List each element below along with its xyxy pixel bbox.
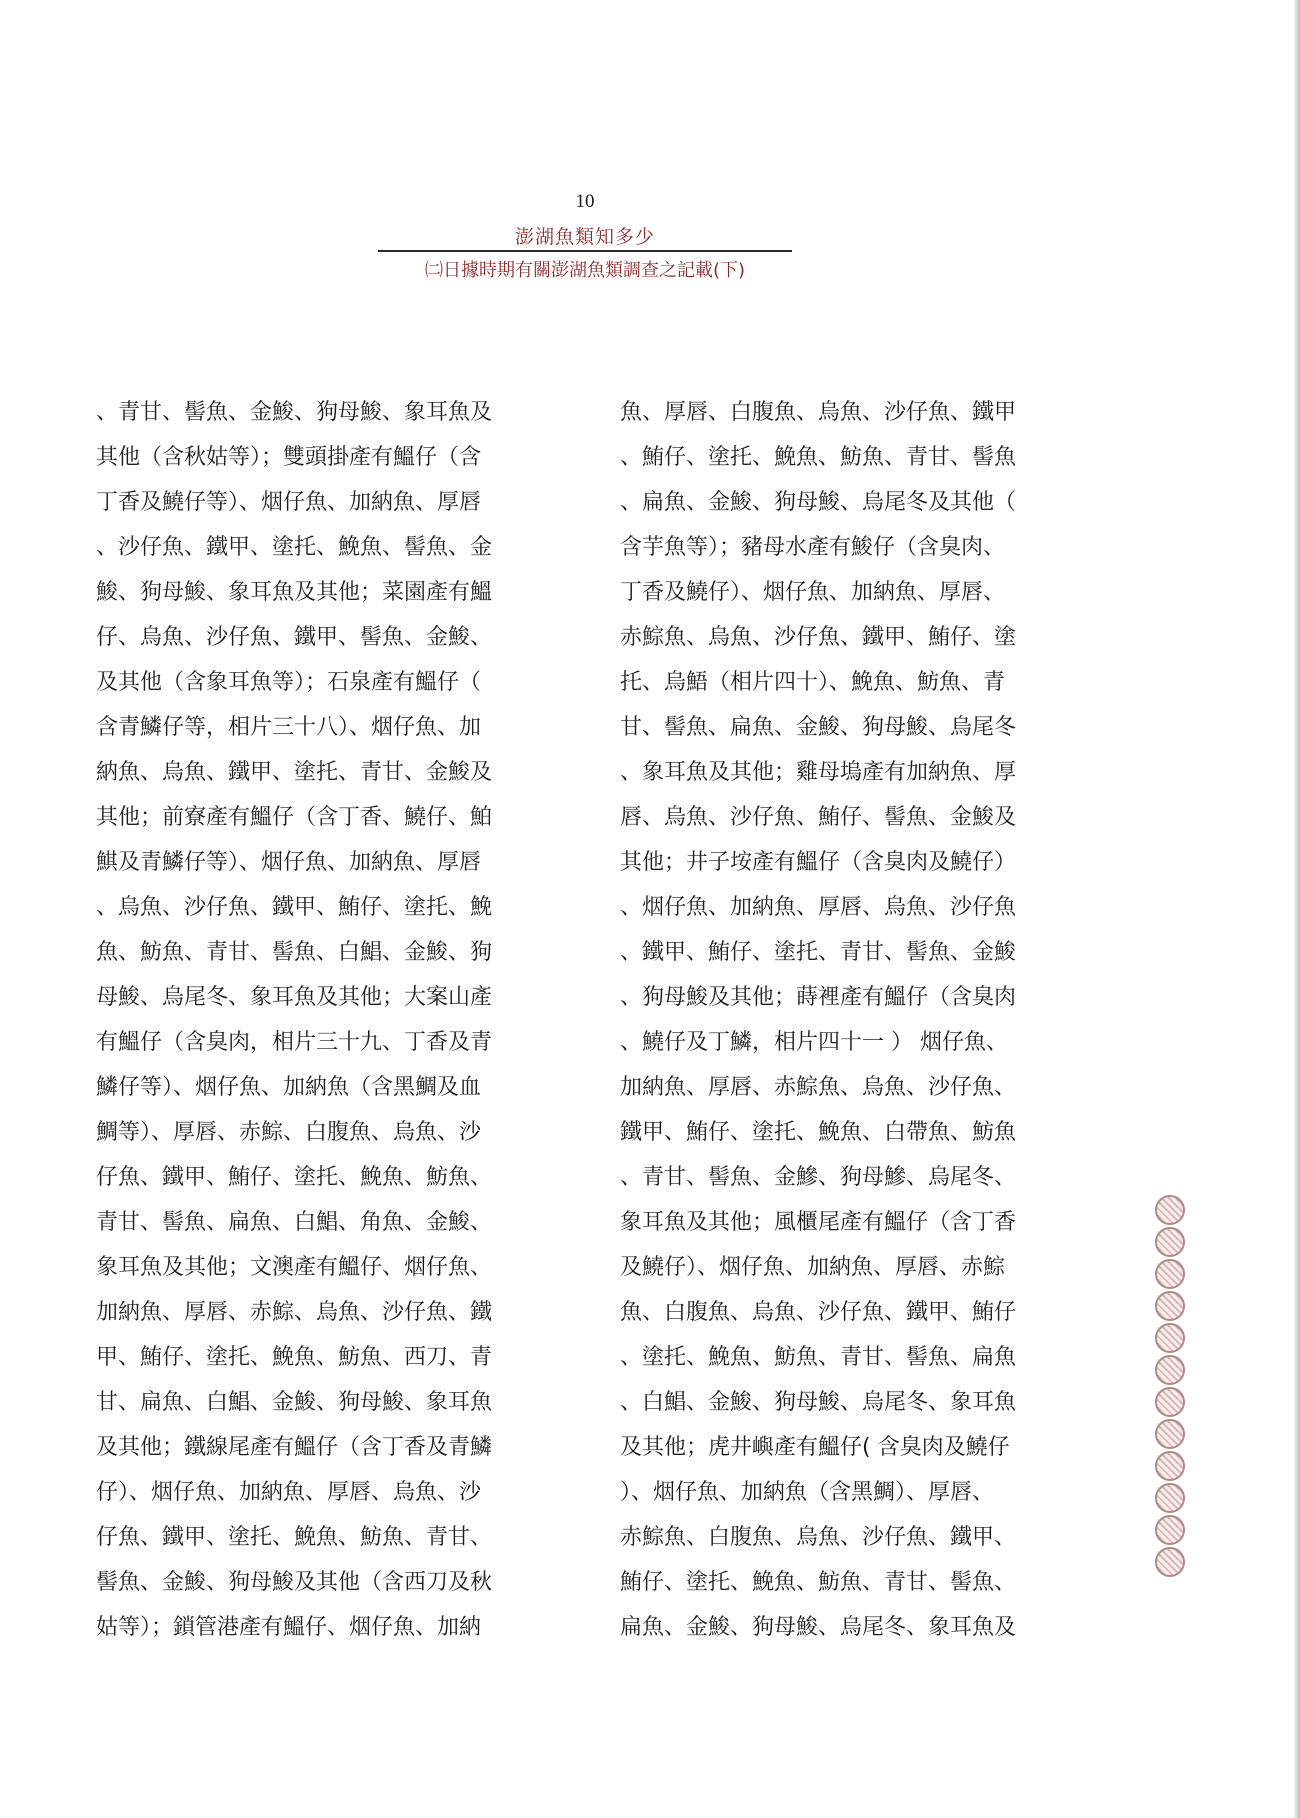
text-line: 甘、扁魚、白鯧、金鮻、狗母鮻、象耳魚 [96, 1390, 493, 1415]
text-line: 、塗托、鮸魚、魴魚、青甘、髻魚、扁魚 [620, 1345, 1017, 1370]
text-line: 仔魚、鐵甲、鮪仔、塗托、鮸魚、魴魚、 [96, 1165, 493, 1190]
decorative-disc-icon [1155, 1291, 1185, 1321]
decorative-disc-icon [1155, 1387, 1185, 1417]
text-line: 、烏魚、沙仔魚、鐵甲、鮪仔、塗托、鮸 [96, 895, 493, 920]
page-edge-shadow [1294, 0, 1300, 1818]
text-line: 赤鯮魚、白腹魚、烏魚、沙仔魚、鐵甲、 [620, 1525, 1017, 1550]
decorative-disc-icon [1155, 1451, 1185, 1481]
text-line: 丁香及鱙仔）、烟仔魚、加納魚、厚唇、 [620, 580, 1006, 605]
text-line: 及鱙仔）、烟仔魚、加納魚、厚唇、赤鯮 [620, 1255, 1006, 1280]
text-line: 鯛等）、厚唇、赤鯮、白腹魚、烏魚、沙 [96, 1120, 482, 1145]
decorative-disc-icon [1155, 1483, 1185, 1513]
text-line: 唇、烏魚、沙仔魚、鮪仔、髻魚、金鮻及 [620, 805, 1017, 830]
header-subtitle: ㈡日據時期有關澎湖魚類調查之記載(下) [424, 260, 746, 281]
text-line: 、青甘、髻魚、金鮻、狗母鮻、象耳魚及 [96, 400, 493, 425]
text-line: 赤鯮魚、烏魚、沙仔魚、鐵甲、鮪仔、塗 [620, 625, 1017, 650]
text-line: 甘、髻魚、扁魚、金鮻、狗母鮻、烏尾冬 [620, 715, 1017, 740]
text-line: 、象耳魚及其他；雞母塢產有加納魚、厚 [620, 760, 1017, 785]
text-line: 、扁魚、金鮻、狗母鮻、烏尾冬及其他（ [620, 490, 1017, 515]
text-line: 青甘、髻魚、扁魚、白鯧、角魚、金鮻、 [96, 1210, 493, 1235]
text-line: 含青鱗仔等，相片三十八）、烟仔魚、加 [96, 715, 482, 740]
text-line: 、鱙仔及丁鱗，相片四十一 ） 烟仔魚、 [620, 1030, 1008, 1055]
text-line: 加納魚、厚唇、赤鯮、烏魚、沙仔魚、鐵 [96, 1300, 493, 1325]
decorative-disc-icon [1155, 1259, 1185, 1289]
page-number: 10 [575, 191, 595, 212]
text-line: 鮻、狗母鮻、象耳魚及其他；菜園產有鰮 [96, 580, 493, 605]
text-line: 、烟仔魚、加納魚、厚唇、烏魚、沙仔魚 [620, 895, 1017, 920]
decorative-disc-column [1150, 1195, 1190, 1579]
decorative-disc-icon [1155, 1195, 1185, 1225]
decorative-disc-icon [1155, 1323, 1185, 1353]
text-line: 其他；井子垵產有鰮仔（含臭肉及鱙仔） [620, 850, 1017, 875]
text-line: 加納魚、厚唇、赤鯮魚、烏魚、沙仔魚、 [620, 1075, 1017, 1100]
text-line: 姑等）；鎖管港產有鰮仔、烟仔魚、加納 [96, 1615, 482, 1640]
text-line: 納魚、烏魚、鐵甲、塗托、青甘、金鮻及 [96, 760, 493, 785]
text-line: 其他（含秋姑等）；雙頭掛產有鰮仔（含 [96, 445, 482, 470]
text-line: 甲、鮪仔、塗托、鮸魚、魴魚、西刀、青 [96, 1345, 493, 1370]
text-line: 扁魚、金鮻、狗母鮻、烏尾冬、象耳魚及 [620, 1615, 1017, 1640]
text-line: 魚、厚唇、白腹魚、烏魚、沙仔魚、鐵甲 [620, 400, 1017, 425]
text-line: 仔、烏魚、沙仔魚、鐵甲、髻魚、金鮻、 [96, 625, 493, 650]
text-line: 象耳魚及其他；風櫃尾產有鰮仔（含丁香 [620, 1210, 1017, 1235]
text-line: 其他；前寮產有鰮仔（含丁香、鱙仔、鮊 [96, 805, 493, 830]
text-line: 、狗母鮻及其他；蒔裡產有鰮仔（含臭肉 [620, 985, 1017, 1010]
text-line: 、沙仔魚、鐵甲、塗托、鮸魚、髻魚、金 [96, 535, 493, 560]
text-line: 仔魚、鐵甲、塗托、鮸魚、魴魚、青甘、 [96, 1525, 493, 1550]
text-line: 鱗仔等）、烟仔魚、加納魚（含黑鯛及血 [96, 1075, 482, 1100]
header-rule [378, 250, 792, 252]
text-line: 有鰮仔（含臭肉，相片三十九、丁香及青 [96, 1030, 493, 1055]
decorative-disc-icon [1155, 1515, 1185, 1545]
text-line: 鐵甲、鮪仔、塗托、鮸魚、白帶魚、魴魚 [620, 1120, 1017, 1145]
left-text-column [96, 390, 546, 1650]
decorative-disc-icon [1155, 1547, 1185, 1577]
right-text-column [620, 390, 1070, 1650]
text-line: 魚、魴魚、青甘、髻魚、白鯧、金鮻、狗 [96, 940, 493, 965]
text-line: 及其他（含象耳魚等）；石泉產有鰮仔（ [96, 670, 482, 695]
text-line: 、白鯧、金鮻、狗母鮻、烏尾冬、象耳魚 [620, 1390, 1017, 1415]
text-line: ）、烟仔魚、加納魚（含黑鯛）、厚唇、 [620, 1480, 995, 1505]
decorative-disc-icon [1155, 1355, 1185, 1385]
text-line: 髻魚、金鮻、狗母鮻及其他（含西刀及秋 [96, 1570, 493, 1595]
text-line: 、鮪仔、塗托、鮸魚、魴魚、青甘、髻魚 [620, 445, 1017, 470]
header-title: 澎湖魚類知多少 [514, 226, 655, 248]
decorative-disc-icon [1155, 1227, 1185, 1257]
text-line: 含芋魚等）；豬母水產有鮻仔（含臭肉、 [620, 535, 1006, 560]
text-line: 母鮻、烏尾冬、象耳魚及其他；大案山產 [96, 985, 493, 1010]
decorative-disc-icon [1155, 1419, 1185, 1449]
text-line: 鮪仔、塗托、鮸魚、魴魚、青甘、髻魚、 [620, 1570, 1017, 1595]
text-line: 仔）、烟仔魚、加納魚、厚唇、烏魚、沙 [96, 1480, 482, 1505]
text-line: 魚、白腹魚、烏魚、沙仔魚、鐵甲、鮪仔 [620, 1300, 1017, 1325]
text-line: 托、烏鯃（相片四十）、鮸魚、魴魚、青 [620, 670, 1006, 695]
text-line: 及其他；鐵線尾產有鰮仔（含丁香及青鱗 [96, 1435, 493, 1460]
text-line: 、鐵甲、鮪仔、塗托、青甘、髻魚、金鮻 [620, 940, 1017, 965]
text-line: 丁香及鱙仔等）、烟仔魚、加納魚、厚唇 [96, 490, 482, 515]
text-line: 鯕及青鱗仔等）、烟仔魚、加納魚、厚唇 [96, 850, 482, 875]
text-line: 、青甘、髻魚、金鰺、狗母鰺、烏尾冬、 [620, 1165, 1017, 1190]
text-line: 及其他；虎井嶼產有鰮仔( 含臭肉及鱙仔 [620, 1435, 1010, 1460]
text-line: 象耳魚及其他；文澳產有鰮仔、烟仔魚、 [96, 1255, 493, 1280]
